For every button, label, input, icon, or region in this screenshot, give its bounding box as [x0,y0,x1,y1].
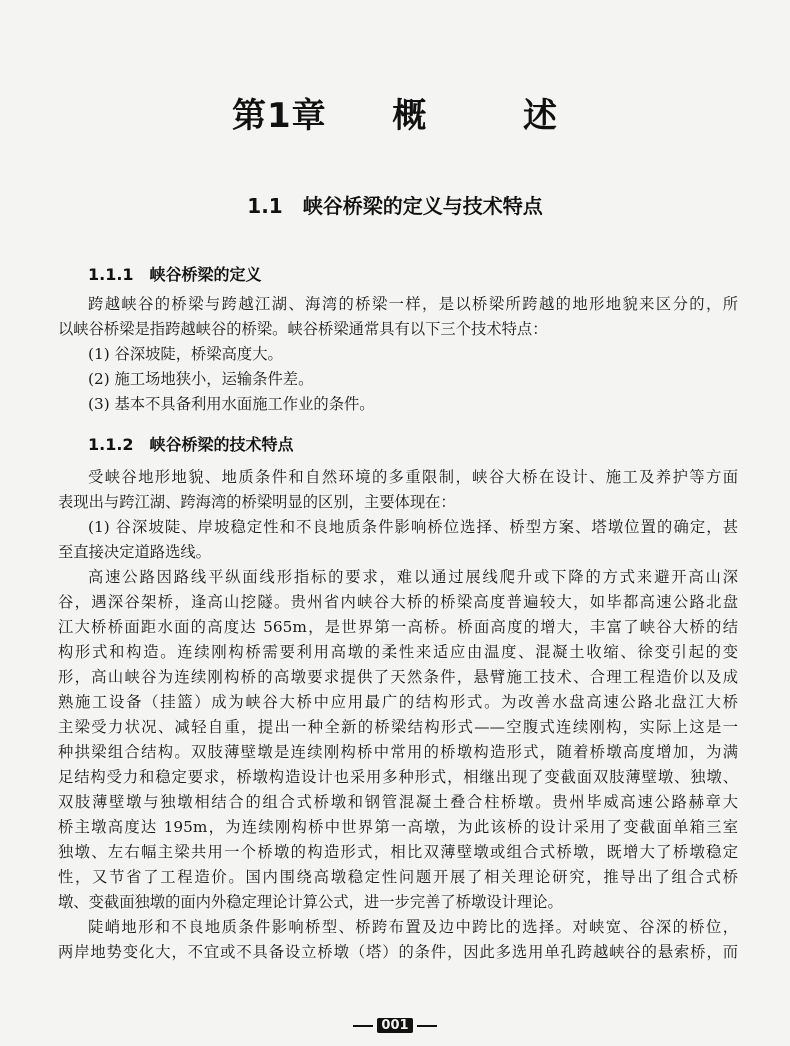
text-line: 高速公路因路线平纵面线形指标的要求，难以通过展线爬升或下降的方式来避开高山深 [88,568,738,586]
page-number: 001 [377,1018,412,1033]
subsection-title-1: 1.1.1 峡谷桥梁的定义 [88,265,262,284]
subsection-2-body [58,465,738,965]
list-item: (2) 施工场地狭小，运输条件差。 [88,370,314,388]
text-line: 主梁受力状况、减轻自重，提出一种全新的桥梁结构形式——空腹式连续刚构，实际上这是一 [58,718,738,736]
text-line: 桥主墩高度达 195m，为连续刚构桥中世界第一高墩，为此该桥的设计采用了变截面单箱三室 [58,818,738,836]
text-line: 表现出与跨江湖、跨海湾的桥梁明显的区别，主要体现在： [58,493,456,511]
text-line: 形，高山峡谷为连续刚构桥的高墩要求提供了天然条件，悬臂施工技术、合理工程造价以及成 [58,668,738,686]
subsection-title-2: 1.1.2 峡谷桥梁的技术特点 [88,435,294,454]
text-line: 以峡谷桥梁是指跨越峡谷的桥梁。峡谷桥梁通常具有以下三个技术特点： [58,320,548,338]
text-line: 足结构受力和稳定要求，桥墩构造设计也采用多种形式，相继出现了变截面双肢薄壁墩、独墩、 [58,768,738,786]
text-line: 熟施工设备（挂篮）成为峡谷大桥中应用最广的结构形式。为改善水盘高速公路北盘江大桥 [58,693,738,711]
text-line: 双肢薄壁墩与独墩相结合的组合式桥墩和钢管混凝土叠合柱桥墩。贵州毕威高速公路赫章大 [58,793,738,811]
text-line: 受峡谷地形地貌、地质条件和自然环境的多重限制，峡谷大桥在设计、施工及养护等方面 [88,468,738,486]
chapter-title [0,88,790,137]
text-line: (1) 谷深坡陡、岸坡稳定性和不良地质条件影响桥位选择、桥型方案、塔墩位置的确定，甚 [88,518,738,536]
text-line: 两岸地势变化大，不宜或不具备设立桥墩（塔）的条件，因此多选用单孔跨越峡谷的悬索桥，而 [58,943,738,961]
chapter-word-2: 述 [523,96,559,136]
text-line: 构形式和构造。连续刚构桥需要利用高墩的柔性来适应由温度、混凝土收缩、徐变引起的变 [58,643,738,661]
subsection-1-body [58,292,738,417]
text-line: 陡峭地形和不良地质条件影响桥型、桥跨布置及边中跨比的选择。对峡宽、谷深的桥位， [88,918,738,936]
footer-rule-right [417,1025,437,1027]
text-line: 墩、变截面独墩的面内外稳定理论计算公式，进一步完善了桥墩设计理论。 [58,893,563,911]
page-footer [0,1018,790,1033]
chapter-number: 第1章 [231,96,327,136]
text-line: 独墩、左右幅主梁共用一个桥墩的构造形式，相比双薄壁墩或组合式桥墩，既增大了桥墩稳定 [58,843,738,861]
chapter-word-1: 概 [392,96,428,136]
text-line: 跨越峡谷的桥梁与跨越江湖、海湾的桥梁一样，是以桥梁所跨越的地形地貌来区分的，所 [88,295,738,313]
section-title: 1.1 峡谷桥梁的定义与技术特点 [247,194,543,218]
text-line: 江大桥桥面距水面的高度达 565m，是世界第一高桥。桥面高度的增大，丰富了峡谷大桥的结 [58,618,738,636]
text-line: 谷，遇深谷架桥，逢高山挖隧。贵州省内峡谷大桥的桥梁高度普遍较大，如毕都高速公路北盘 [58,593,738,611]
list-item: (1) 谷深坡陡，桥梁高度大。 [88,345,283,363]
text-line: 性，又节省了工程造价。国内围绕高墩稳定性问题开展了相关理论研究，推导出了组合式桥 [58,868,738,886]
text-line: 至直接决定道路选线。 [58,543,211,561]
text-line: 种拱梁组合结构。双肢薄壁墩是连续刚构桥中常用的桥墩构造形式，随着桥墩高度增加，为满 [58,743,738,761]
footer-rule-left [353,1025,373,1027]
list-item: (3) 基本不具备利用水面施工作业的条件。 [88,395,375,413]
